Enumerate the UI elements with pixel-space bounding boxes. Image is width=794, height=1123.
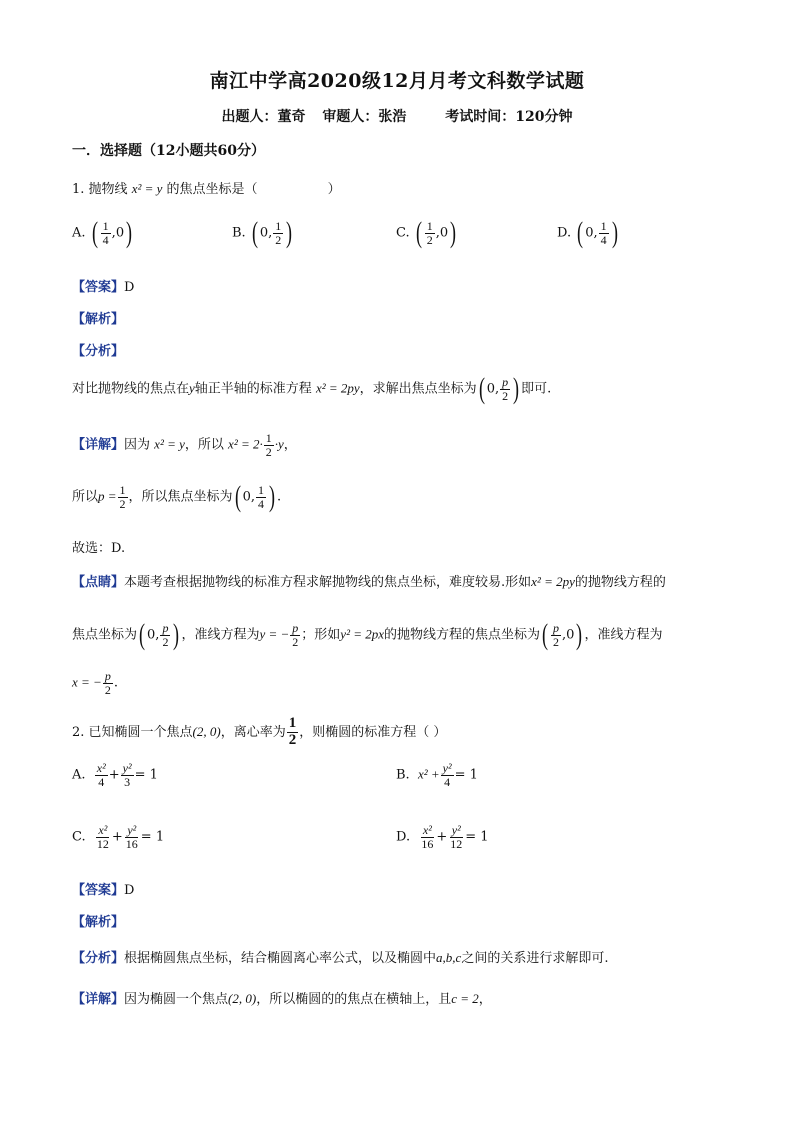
option-label: A.	[72, 225, 86, 241]
option-label: D.	[557, 225, 572, 241]
option-value: 0	[439, 225, 449, 241]
q2-analysis-tag	[72, 911, 124, 930]
fraction: $\frac{1}{2}$	[426, 218, 433, 247]
q1-detail: 【详解】因为 x² = y，所以 x² = 2· $\frac{1}{2}$ ·y，	[72, 431, 297, 459]
fraction: $\frac{p}{2}$	[104, 669, 111, 697]
q2-option-c: C. $\frac{\text{x²}}{12}$ + $\frac{\text{y²}}{16}$ = 1	[72, 823, 165, 851]
fraction: $\frac{p}{2}$	[502, 374, 509, 403]
page-title: 南江中学高2020级12月月考文科数学试题	[209, 70, 585, 92]
q1-option-b: B. ( 0, $\frac{1}{2}$ )	[232, 216, 293, 249]
q2-detail: 【详解】因为椭圆一个焦点(2, 0)，所以椭圆的的焦点在横轴上，且c = 2，	[72, 991, 492, 1007]
fraction: $\frac{1}{2}$	[119, 482, 126, 511]
fraction: $\frac{1}{4}$	[102, 218, 109, 247]
q1-stem-text-2: 的焦点坐标是（	[166, 182, 258, 197]
answer-tag: 【答案】	[72, 883, 125, 898]
q1-stem-close: ）	[327, 182, 341, 197]
q1-choose: 故选：D.	[72, 541, 126, 556]
fraction: $\frac{1}{2}$	[275, 218, 282, 247]
q2-stem: 2. 已知椭圆一个焦点(2, 0)，离心率为 $\frac{1}{2}$ ，则椭圆的标准方程（ ）	[72, 715, 447, 748]
answer-tag: 【答案】	[72, 280, 125, 295]
option-value: 0	[115, 225, 125, 241]
q1-answer	[72, 276, 134, 295]
q1-detail-2: 所以p = $\frac{1}{2}$ ，所以焦点坐标为( 0, $\frac{1}{4}$ ) .	[72, 480, 282, 513]
dianjing-tag: 【点睛】	[72, 575, 125, 590]
fraction: $\frac{1}{4}$	[600, 218, 607, 247]
fraction: $\frac{p}{2}$	[292, 620, 299, 649]
q2-option-b: B. x² + $\frac{\text{y²}}{4}$ = 1	[396, 761, 478, 789]
q1-dianjing-3: x = − $\frac{p}{2}$ .	[72, 669, 118, 697]
option-label: C.	[72, 829, 86, 845]
q1-option-a: A. ( $\frac{1}{4}$ ,0)	[72, 216, 133, 249]
fraction: $\frac{1}{4}$	[257, 482, 264, 511]
q1-fenxi-tag	[72, 340, 124, 359]
q1-stem	[72, 178, 341, 197]
exam-info	[0, 106, 794, 126]
fenxi-tag: 【分析】	[72, 951, 125, 966]
q1-dianjing: 【点睛】本题考查根据抛物线的标准方程求解抛物线的焦点坐标，难度较易.形如x² = 2py的抛物线方程的	[72, 574, 666, 590]
option-label: B.	[232, 225, 246, 241]
analysis-tag: 【解析】	[72, 915, 125, 930]
option-label: B.	[396, 767, 410, 783]
detail-tag: 【详解】	[72, 437, 125, 453]
option-label: C.	[396, 225, 410, 241]
section-heading: 一．选择题（12小题共60分）	[72, 143, 265, 159]
q2-option-d: D. $\frac{\text{x²}}{16}$ + $\frac{\text{y²}}{12}$ = 1	[396, 823, 489, 851]
option-label: D.	[396, 829, 411, 845]
fraction: $\frac{1}{2}$	[265, 431, 272, 459]
option-value: 0	[585, 225, 594, 241]
exam-time-label: 考试时间：120分钟	[445, 109, 573, 125]
q1-fenxi-text: 对比抛物线的焦点在y轴正半轴的标准方程 x² = 2py，求解出焦点坐标为( 0, $\frac{p}{2}$ ) 即可.	[72, 372, 552, 405]
q2-fenxi: 【分析】根据椭圆焦点坐标，结合椭圆离心率公式，以及椭圆中a,b,c之间的关系进行求解即可.	[72, 950, 609, 966]
reviewer-label: 审题人：张浩	[322, 109, 407, 125]
answer-value: D	[124, 280, 135, 295]
fraction: $\frac{p}{2}$	[553, 620, 560, 649]
analysis-tag: 【解析】	[72, 312, 125, 327]
q1-option-c: C. ( $\frac{1}{2}$ ,0)	[396, 216, 457, 249]
fraction: $\frac{1}{2}$	[288, 715, 297, 748]
q1-option-d: D. ( 0, $\frac{1}{4}$ )	[557, 216, 618, 249]
q2-answer	[72, 879, 134, 898]
fraction: $\frac{p}{2}$	[162, 620, 169, 649]
q2-option-a: A. $\frac{\text{x²}}{4}$ + $\frac{\text{y²}}{3}$ = 1	[72, 761, 158, 789]
option-value: 0	[259, 225, 269, 241]
q1-analysis-tag	[72, 308, 124, 327]
q1-stem-text: 1. 抛物线	[72, 182, 128, 197]
fenxi-tag: 【分析】	[72, 344, 125, 359]
q1-stem-equation: x² = y	[131, 181, 163, 196]
q1-dianjing-2: 焦点坐标为( 0, $\frac{p}{2}$ ) ，准线方程为y = − $\frac{p}{2}$ ；形如y² = 2px的抛物线方程的焦点坐标为( $\frac{p}{2}$ ,0) ，准线方程为	[72, 618, 663, 651]
detail-tag: 【详解】	[72, 992, 125, 1007]
option-label: A.	[72, 767, 86, 783]
answer-value: D	[124, 883, 135, 898]
setter-label: 出题人：董奇	[221, 109, 306, 125]
